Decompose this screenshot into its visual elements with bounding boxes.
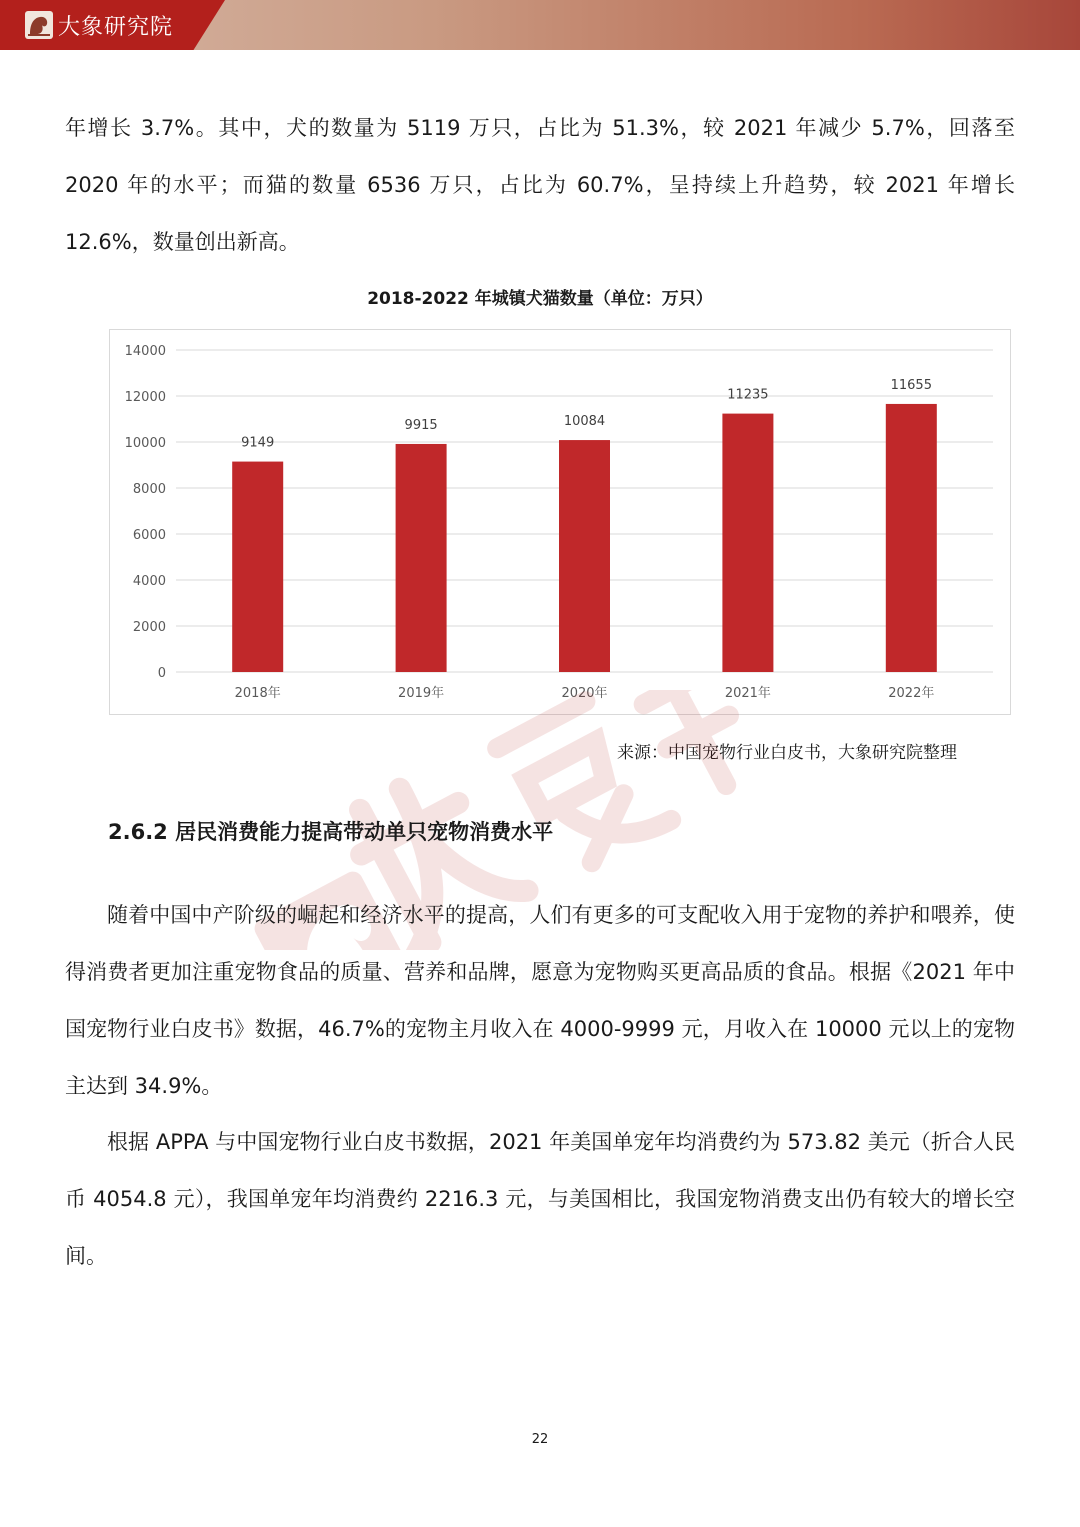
bar	[396, 444, 447, 672]
x-tick-label: 2020年	[561, 686, 608, 701]
chart-title: 2018-2022 年城镇犬猫数量（单位：万只）	[367, 289, 713, 309]
y-tick-label: 8000	[132, 482, 166, 497]
data-label: 9149	[241, 435, 275, 451]
data-label: 9915	[404, 417, 438, 433]
x-tick-label: 2021年	[724, 686, 771, 701]
y-tick-label: 4000	[132, 574, 166, 589]
bar	[232, 462, 283, 672]
data-label: 11235	[727, 387, 769, 403]
y-tick-label: 14000	[124, 344, 166, 359]
paragraph-spending-comparison: 根据 APPA 与中国宠物行业白皮书数据，2021 年美国单宠年均消费约为 573.82 美元（折合人民币 4054.8 元），我国单宠年均消费约 2216.3 元，与美国相比，我国宠物消费支出仍有较大的增长空间。	[65, 1130, 1015, 1268]
bar-chart-svg	[110, 330, 1010, 714]
y-tick-label: 2000	[132, 620, 166, 635]
bar	[886, 404, 937, 672]
page-number: 22	[531, 1432, 549, 1447]
x-tick-label: 2019年	[398, 686, 445, 701]
bar	[722, 414, 773, 672]
y-tick-label: 10000	[124, 436, 166, 451]
elephant-logo-icon	[25, 11, 53, 39]
bar	[559, 440, 610, 672]
y-tick-label: 0	[157, 666, 166, 681]
section-heading: 2.6.2 居民消费能力提高带动单只宠物消费水平	[108, 820, 554, 844]
page-header	[0, 0, 1080, 50]
paragraph-consumption-ability: 随着中国中产阶级的崛起和经济水平的提高，人们有更多的可支配收入用于宠物的养护和喂养，使得消费者更加注重宠物食品的质量、营养和品牌，愿意为宠物购买更高品质的食品。根据《2021 年中国宠物行业白皮书》数据，46.7%的宠物主月收入在 4000-9999 元，月收入在 10000 元以上的宠物主达到 34.9%。	[65, 903, 1015, 1098]
bar-chart	[109, 329, 1011, 715]
x-tick-label: 2018年	[234, 686, 281, 701]
y-tick-label: 12000	[124, 390, 166, 405]
y-tick-label: 6000	[132, 528, 166, 543]
x-tick-label: 2022年	[888, 686, 935, 701]
brand-name: 大象研究院	[58, 15, 174, 40]
paragraph-dog-cat-count: 年增长 3.7%。其中，犬的数量为 5119 万只，占比为 51.3%，较 2021 年减少 5.7%，回落至 2020 年的水平；而猫的数量 6536 万只，占比为 60.7%，呈持续上升趋势，较 2021 年增长 12.6%，数量创出新高。	[65, 116, 1015, 254]
data-label: 11655	[890, 377, 932, 393]
source-note: 来源：中国宠物行业白皮书，大象研究院整理	[617, 743, 957, 763]
data-label: 10084	[563, 414, 606, 430]
